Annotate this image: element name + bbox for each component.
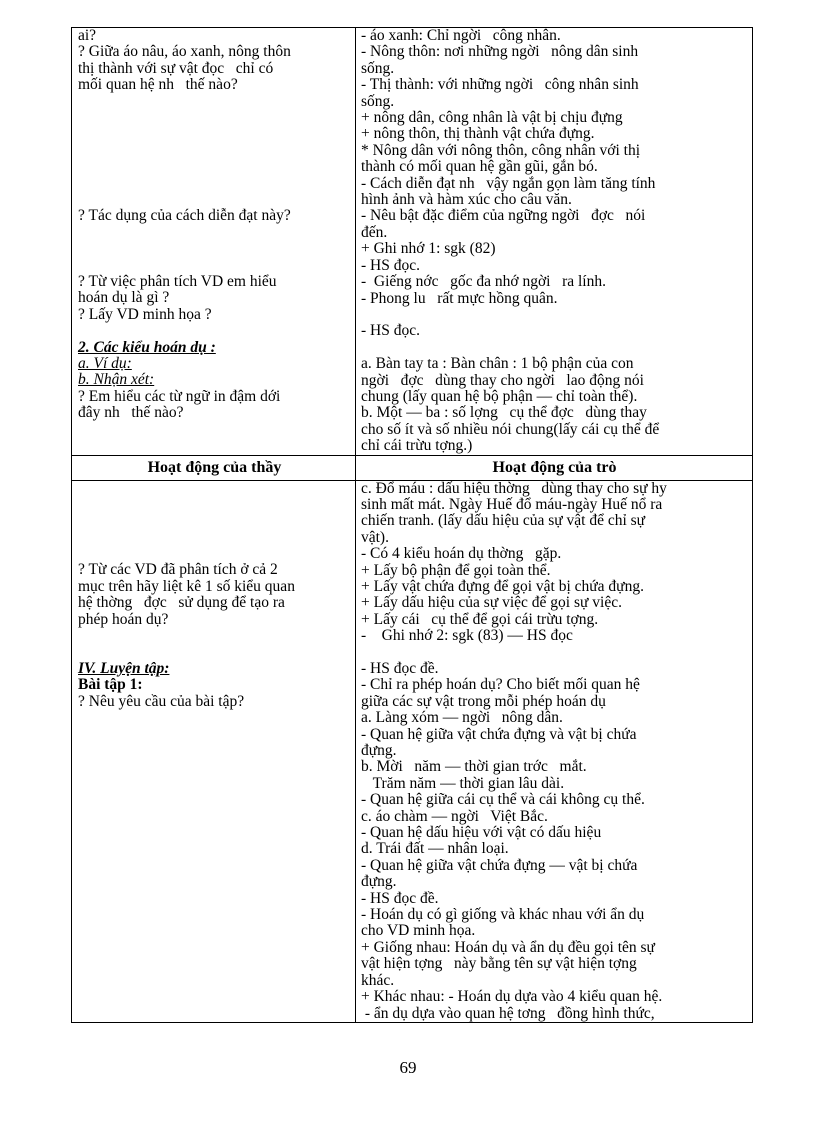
text-line: - Quan hệ giữa vật chứa đựng — vật bị chứa (361, 856, 638, 874)
text-line: - Hoán dụ có gì giống và khác nhau với ẩn dụ (361, 906, 645, 924)
text-line (78, 143, 351, 159)
text-line: Trăm năm — thời gian lâu dài. (361, 774, 565, 792)
text-line: - Chỉ ra phép hoán dụ? Cho biết mối quan hệ (361, 676, 640, 694)
text-line: d. Trái đất — nhân loại. (361, 840, 509, 858)
table-row (72, 28, 752, 456)
text-line (78, 546, 351, 562)
text-line (78, 241, 351, 257)
text-line: - Thị thành: với những ngời công nhân sinh (361, 76, 639, 94)
text-line: - Ghi nhớ 2: sgk (83) — HS đọc (361, 627, 573, 645)
text-line (361, 340, 748, 356)
text-line (78, 530, 351, 546)
text-line (78, 94, 351, 110)
teacher-activity-cell (72, 28, 356, 455)
text-line: a. Ví dụ: (78, 354, 132, 372)
text-line (78, 628, 351, 644)
text-line: sống. (361, 92, 395, 110)
text-line: mối quan hệ nh thế nào? (78, 76, 238, 94)
lesson-table (71, 27, 753, 1023)
text-line: ? Em hiểu các từ ngữ in đậm dới (78, 387, 281, 405)
text-line: - Nông thôn: nơi những ngời nông dân sinh (361, 43, 639, 61)
text-line: cho số ít và số nhiều nói chung(lấy cái cụ thể để (361, 420, 660, 438)
text-line: vật). (361, 528, 389, 546)
text-line: Bài tập 1: (78, 676, 143, 694)
text-line (78, 481, 351, 497)
text-line: + Giống nhau: Hoán dụ và ẩn dụ đều gọi tên sự (361, 938, 655, 956)
header-student: Hoạt động của trò (492, 458, 617, 476)
text-line: - HS đọc. (361, 322, 420, 340)
text-line: - Có 4 kiểu hoán dụ thờng gặp. (361, 545, 562, 563)
text-line (78, 126, 351, 142)
text-line (78, 645, 351, 661)
text-line: mục trên hãy liệt kê 1 số kiểu quan (78, 577, 295, 595)
text-line: + Ghi nhớ 1: sgk (82) (361, 240, 496, 258)
text-line (78, 258, 351, 274)
text-line: cho VD minh họa. (361, 922, 476, 940)
text-line (78, 159, 351, 175)
text-line: sống. (361, 59, 395, 77)
text-line: + Lấy bộ phận để gọi toàn thể. (361, 561, 551, 579)
text-line: - áo xanh: Chỉ ngời công nhân. (361, 27, 561, 44)
text-line: - Quan hệ giữa vật chứa đựng và vật bị chứa (361, 725, 637, 743)
table-header-row (72, 456, 752, 481)
text-line (78, 513, 351, 529)
text-line: đến. (361, 223, 388, 241)
text-line: ngời đợc dùng thay cho ngời lao động nói (361, 371, 644, 389)
text-line: ai? (78, 27, 97, 44)
text-line: b. Mời năm — thời gian trớc mắt. (361, 758, 587, 776)
student-activity-cell (356, 481, 752, 1022)
text-line: thành có mối quan hệ gần gũi, gắn bó. (361, 158, 598, 176)
text-line: ? Lấy VD minh họa ? (78, 305, 212, 323)
text-line: giữa các sự vật trong mỗi phép hoán dụ (361, 692, 606, 710)
text-line: chiến tranh. (lấy dấu hiệu của sự vật để chỉ sự (361, 512, 646, 530)
text-line: - HS đọc đề. (361, 659, 439, 677)
text-line: ? Giữa áo nâu, áo xanh, nông thôn (78, 43, 291, 61)
text-line: a. Bàn tay ta : Bàn chân : 1 bộ phận của con (361, 355, 634, 373)
text-line (78, 225, 351, 241)
text-line: đựng. (361, 873, 397, 891)
text-line: - Cách diễn đạt nh vậy ngắn gọn làm tăng tính (361, 174, 656, 192)
text-line: - Phong lu rất mực hồng quân. (361, 289, 558, 307)
text-line: + Khác nhau: - Hoán dụ dựa vào 4 kiểu quan hệ. (361, 988, 663, 1006)
text-line: + nông dân, công nhân là vật bị chịu đựng (361, 109, 623, 127)
text-line: chung (lấy quan hệ bộ phận — chỉ toàn thể). (361, 387, 638, 405)
text-line: ? Từ việc phân tích VD em hiểu (78, 272, 277, 290)
text-line: ? Nêu yêu cầu của bài tập? (78, 692, 245, 710)
text-line: đây nh thế nào? (78, 404, 184, 422)
text-line (78, 497, 351, 513)
text-line: sinh mất mát. Ngày Huế đổ máu-ngày Huế nổ ra (361, 495, 663, 513)
text-line (78, 192, 351, 208)
text-line: hình ảnh và hàm xúc cho câu văn. (361, 191, 572, 209)
header-teacher: Hoạt động của thầy (72, 456, 356, 480)
text-line: b. Một — ba : số lợng cụ thể đợc dùng thay (361, 404, 647, 422)
text-line: - ẩn dụ dựa vào quan hệ tơng đồng hình thức, (361, 1004, 655, 1022)
text-line: khác. (361, 971, 395, 989)
text-line: - Quan hệ dấu hiệu với vật có dấu hiệu (361, 824, 602, 842)
text-line: c. Đổ máu : dấu hiệu thờng dùng thay cho sự hy (361, 479, 667, 497)
text-line: chỉ cái trừu tợng.) (361, 437, 473, 455)
text-line: đựng. (361, 742, 397, 760)
student-activity-cell (356, 28, 752, 455)
text-line: vật hiện tợng này bằng tên sự vật hiện tợng (361, 955, 637, 973)
text-line: + nông thôn, thị thành vật chứa đựng. (361, 125, 595, 143)
text-line: IV. Luyện tập: (78, 659, 170, 677)
text-line (78, 110, 351, 126)
text-line: - Nêu bật đặc điểm của ngững ngời đợc nói (361, 207, 646, 225)
text-line: hoán dụ là gì ? (78, 289, 170, 307)
table-row (72, 481, 752, 1022)
text-line: b. Nhận xét: (78, 371, 155, 389)
text-line: - Quan hệ giữa cái cụ thể và cái không cụ thể. (361, 791, 645, 809)
teacher-activity-cell (72, 481, 356, 1022)
text-line: thị thành với sự vật đọc chỉ có (78, 59, 274, 77)
text-line: + Lấy dấu hiệu của sự việc để gọi sự việc. (361, 594, 622, 612)
text-line (78, 176, 351, 192)
text-line (361, 645, 748, 661)
text-line: - HS đọc. (361, 256, 420, 274)
text-line: c. áo chàm — ngời Việt Bắc. (361, 807, 548, 825)
text-line (361, 307, 748, 323)
text-line: - HS đọc đề. (361, 889, 439, 907)
text-line: ? Từ các VD đã phân tích ở cả 2 (78, 561, 278, 579)
text-line: a. Làng xóm — ngời nông dân. (361, 709, 563, 727)
text-line: hệ thờng đợc sử dụng để tạo ra (78, 594, 285, 612)
text-line: - Giếng nớc gốc đa nhớ ngời ra lính. (361, 273, 606, 291)
text-line: 2. Các kiểu hoán dụ : (78, 338, 216, 356)
text-line: * Nông dân với nông thôn, công nhân với thị (361, 141, 641, 159)
text-line (78, 323, 351, 339)
text-line: + Lấy cái cụ thể để gọi cái trừu tợng. (361, 610, 599, 628)
text-line: ? Tác dụng của cách diễn đạt này? (78, 207, 291, 225)
page-number: 69 (399, 1058, 417, 1077)
text-line: + Lấy vật chứa đựng để gọi vật bị chứa đựng. (361, 577, 644, 595)
text-line: phép hoán dụ? (78, 610, 169, 628)
